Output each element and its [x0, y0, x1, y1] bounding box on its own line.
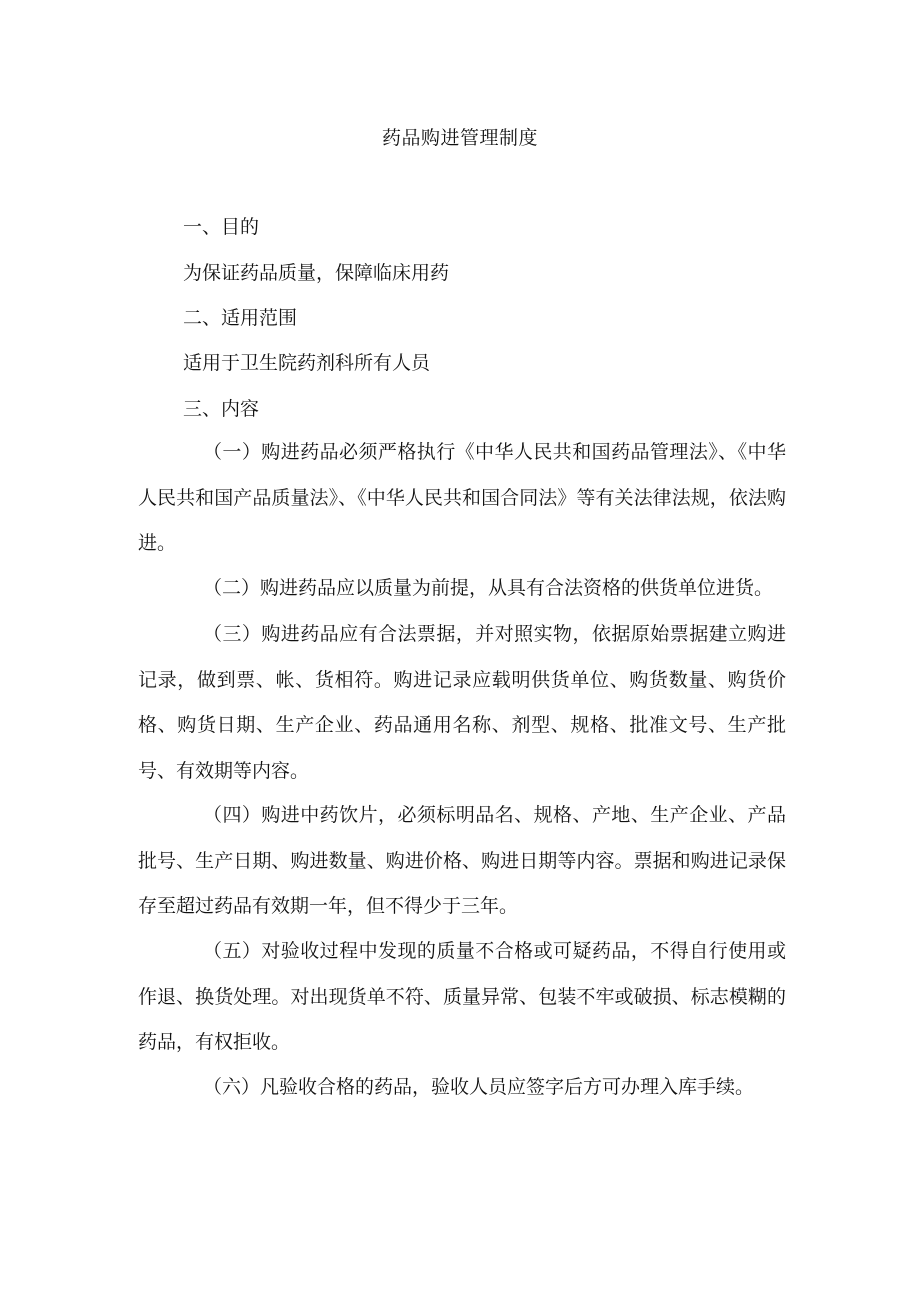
section-heading-scope: 二、适用范围 [183, 307, 298, 329]
content-paragraph-2: （二）购进药品应以质量为前提，从具有合法资格的供货单位进货。 [203, 577, 774, 599]
page-title: 药品购进管理制度 [381, 127, 538, 149]
content-paragraph-3: （三）购进药品应有合法票据，并对照实物，依据原始票据建立购进记录，做到票、帐、货相符。购进记录应载明供货单位、购货数量、购货价格、购货日期、生产企业、药品通用名称、剂型、规格、批准文号、生产批号、有效期等内容。 [138, 623, 786, 782]
section-heading-content: 三、内容 [183, 398, 260, 420]
content-paragraph-4: （四）购进中药饮片，必须标明品名、规格、产地、生产企业、产品批号、生产日期、购进数量、购进价格、购进日期等内容。票据和购进记录保存至超过药品有效期一年，但不得少于三年。 [138, 804, 786, 917]
content-paragraph-1: （一）购进药品必须严格执行《中华人民共和国药品管理法》、《中华人民共和国产品质量法》、《中华人民共和国合同法》等有关法律法规，依法购进。 [138, 441, 786, 554]
section-heading-purpose: 一、目的 [183, 216, 260, 238]
content-paragraph-5: （五）对验收过程中发现的质量不合格或可疑药品，不得自行使用或作退、换货处理。对出现货单不符、质量异常、包装不牢或破损、标志模糊的药品，有权拒收。 [138, 940, 786, 1053]
content-paragraph-6: （六）凡验收合格的药品，验收人员应签字后方可办理入库手续。 [203, 1076, 755, 1098]
section-text-scope: 适用于卫生院药剂科所有人员 [183, 352, 431, 374]
section-text-purpose: 为保证药品质量，保障临床用药 [183, 262, 450, 284]
